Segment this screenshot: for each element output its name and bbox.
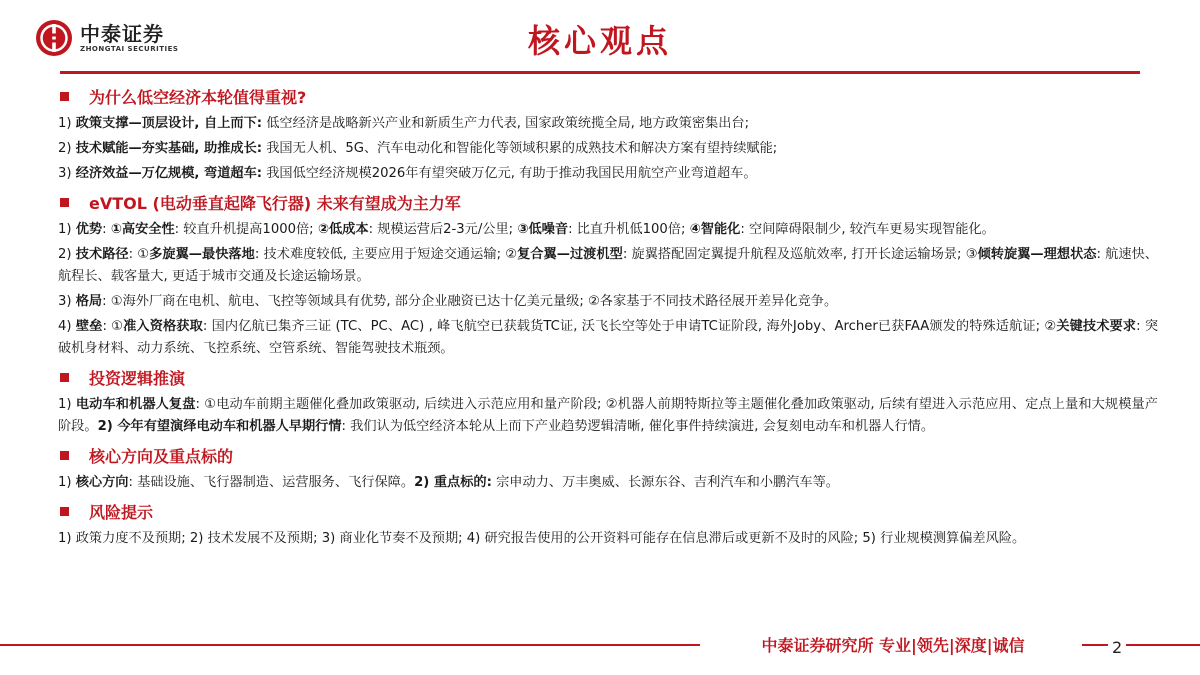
main-content — [58, 80, 1158, 553]
emphasis-text: 2) 重点标的: — [414, 475, 492, 490]
paragraph-text: 1) — [58, 475, 76, 490]
paragraph-text: : ① — [128, 247, 150, 262]
paragraph-text: 4) — [58, 319, 76, 334]
paragraph-text: : 国内亿航已集齐三证 (TC、PC、AC) , 峰飞航空已获载货TC证, 沃飞长空等处于申请TC证阶段, 海外Joby、Archer已获FAA颁发的特殊适航证; ② — [202, 319, 1057, 334]
section-heading — [58, 497, 1158, 525]
emphasis-text: 经济效益—万亿规模, 弯道超车: — [75, 166, 263, 181]
emphasis-text: ④智能化 — [689, 222, 741, 237]
emphasis-text: 技术赋能—夯实基础, 助推成长: — [75, 141, 263, 156]
paragraph-text: 2) — [58, 141, 76, 156]
emphasis-text: 核心方向 — [75, 475, 129, 490]
emphasis-text: 壁垒 — [75, 319, 103, 334]
emphasis-text: 复合翼—过渡机型 — [517, 247, 623, 262]
footer — [0, 631, 1200, 657]
paragraph-text: 1) — [58, 116, 76, 131]
paragraph-text: 1) — [58, 222, 76, 237]
paragraph-text: : ①电动车前期主题催化叠加政策驱动, 后续进入示范应用和量产阶段; ②机器人前期特斯拉等主题催化叠加政策驱动, 后续有望进入示范应用、定点上量和大规模量产阶段。 — [58, 397, 1158, 434]
bullet-square-icon — [60, 451, 69, 460]
section-heading — [58, 188, 1158, 216]
paragraph-text: 1) — [58, 397, 76, 412]
page-title: 核心观点 — [527, 22, 672, 60]
paragraph-text: 3) — [58, 166, 76, 181]
paragraph-text: : — [102, 222, 111, 237]
section-heading-text: 风险提示 — [89, 502, 154, 522]
paragraph-text: 1) 政策力度不及预期; 2) 技术发展不及预期; 3) 商业化节奏不及预期; 4) 研究报告使用的公开资料可能存在信息滞后或更新不及时的风险; 5) 行业规模测算偏差风险。 — [58, 531, 1026, 546]
paragraph-text: : ①海外厂商在电机、航电、飞控等领域具有优势, 部分企业融资已达十亿美元量级; ②各家基于不同技术路径展开差异化竞争。 — [102, 294, 838, 309]
emphasis-text: 准入资格获取 — [123, 319, 203, 334]
emphasis-text: 格局 — [75, 294, 103, 309]
page-number: 2 — [1108, 638, 1126, 657]
bullet-square-icon — [60, 92, 69, 101]
body-paragraph — [58, 219, 1158, 241]
footer-rule-right — [1082, 644, 1200, 646]
body-paragraph — [58, 394, 1158, 438]
emphasis-text: 电动车和机器人复盘 — [75, 397, 196, 412]
paragraph-text: : 基础设施、飞行器制造、运营服务、飞行保障。 — [128, 475, 415, 490]
section-heading — [58, 363, 1158, 391]
body-paragraph — [58, 472, 1158, 494]
section-heading-text: 核心方向及重点标的 — [89, 446, 234, 466]
emphasis-text: 政策支撑—顶层设计, 自上而下: — [75, 116, 263, 131]
section-heading — [58, 441, 1158, 469]
section-heading-text: 投资逻辑推演 — [89, 368, 186, 388]
paragraph-text: : 规模运营后2-3元/公里; — [368, 222, 518, 237]
emphasis-text: 优势 — [75, 222, 103, 237]
bullet-square-icon — [60, 373, 69, 382]
paragraph-text: : 比直升机低100倍; — [568, 222, 690, 237]
paragraph-text: 宗申动力、万丰奥威、长源东谷、吉利汽车和小鹏汽车等。 — [491, 475, 839, 490]
emphasis-text: 关键技术要求 — [1056, 319, 1137, 334]
section-heading — [58, 82, 1158, 110]
paragraph-text: : 旋翼搭配固定翼提升航程及巡航效率, 打开长途运输场景; ③ — [622, 247, 978, 262]
footer-rule-left — [0, 644, 700, 646]
body-paragraph — [58, 316, 1158, 360]
body-paragraph — [58, 528, 1158, 550]
body-paragraph — [58, 244, 1158, 288]
emphasis-text: 倾转旋翼—理想状态 — [977, 247, 1097, 262]
emphasis-text: ①高安全性 — [110, 222, 175, 237]
paragraph-text: 我国无人机、5G、汽车电动化和智能化等领域积累的成熟技术和解决方案有望持续赋能; — [262, 141, 778, 156]
emphasis-text: ③低噪音 — [517, 222, 569, 237]
emphasis-text: 技术路径 — [75, 247, 129, 262]
paragraph-text: : 较直升机提高1000倍; — [174, 222, 318, 237]
section-heading-text: 为什么低空经济本轮值得重视? — [89, 87, 307, 107]
section-heading-text: eVTOL (电动垂直起降飞行器) 未来有望成为主力军 — [89, 193, 461, 213]
paragraph-text: : 空间障碍限制少, 较汽车更易实现智能化。 — [740, 222, 995, 237]
paragraph-text: : 我们认为低空经济本轮从上而下产业趋势逻辑清晰, 催化事件持续演进, 会复刻电动车和机器人行情。 — [341, 419, 935, 434]
body-paragraph — [58, 113, 1158, 135]
paragraph-text: 低空经济是战略新兴产业和新质生产力代表, 国家政策统揽全局, 地方政策密集出台; — [262, 116, 750, 131]
emphasis-text: 2) 今年有望演绎电动车和机器人早期行情 — [97, 419, 342, 434]
paragraph-text: : 技术难度较低, 主要应用于短途交通运输; ② — [254, 247, 518, 262]
title-divider — [60, 71, 1140, 74]
logo-name-cn: 中泰证券 — [80, 21, 164, 46]
bullet-square-icon — [60, 507, 69, 516]
paragraph-text: : 突破机身材料、动力系统、飞控系统、空管系统、智能驾驶技术瓶颈。 — [58, 319, 1159, 356]
paragraph-text: 2) — [58, 247, 76, 262]
emphasis-text: ②低成本 — [317, 222, 369, 237]
logo-name-en: ZHONGTAI SECURITIES — [80, 44, 179, 53]
paragraph-text: : 航速快、航程长、载客量大, 更适于城市交通及长途运输场景。 — [58, 247, 1158, 284]
paragraph-text: 3) — [58, 294, 76, 309]
footer-slogan: 中泰证券研究所 专业|领先|深度|诚信 — [708, 633, 1078, 656]
paragraph-text: : ① — [102, 319, 124, 334]
emphasis-text: 多旋翼—最快落地 — [149, 247, 255, 262]
body-paragraph — [58, 163, 1158, 185]
paragraph-text: 我国低空经济规模2026年有望突破万亿元, 有助于推动我国民用航空产业弯道超车。 — [262, 166, 757, 181]
body-paragraph — [58, 138, 1158, 160]
body-paragraph — [58, 291, 1158, 313]
bullet-square-icon — [60, 198, 69, 207]
